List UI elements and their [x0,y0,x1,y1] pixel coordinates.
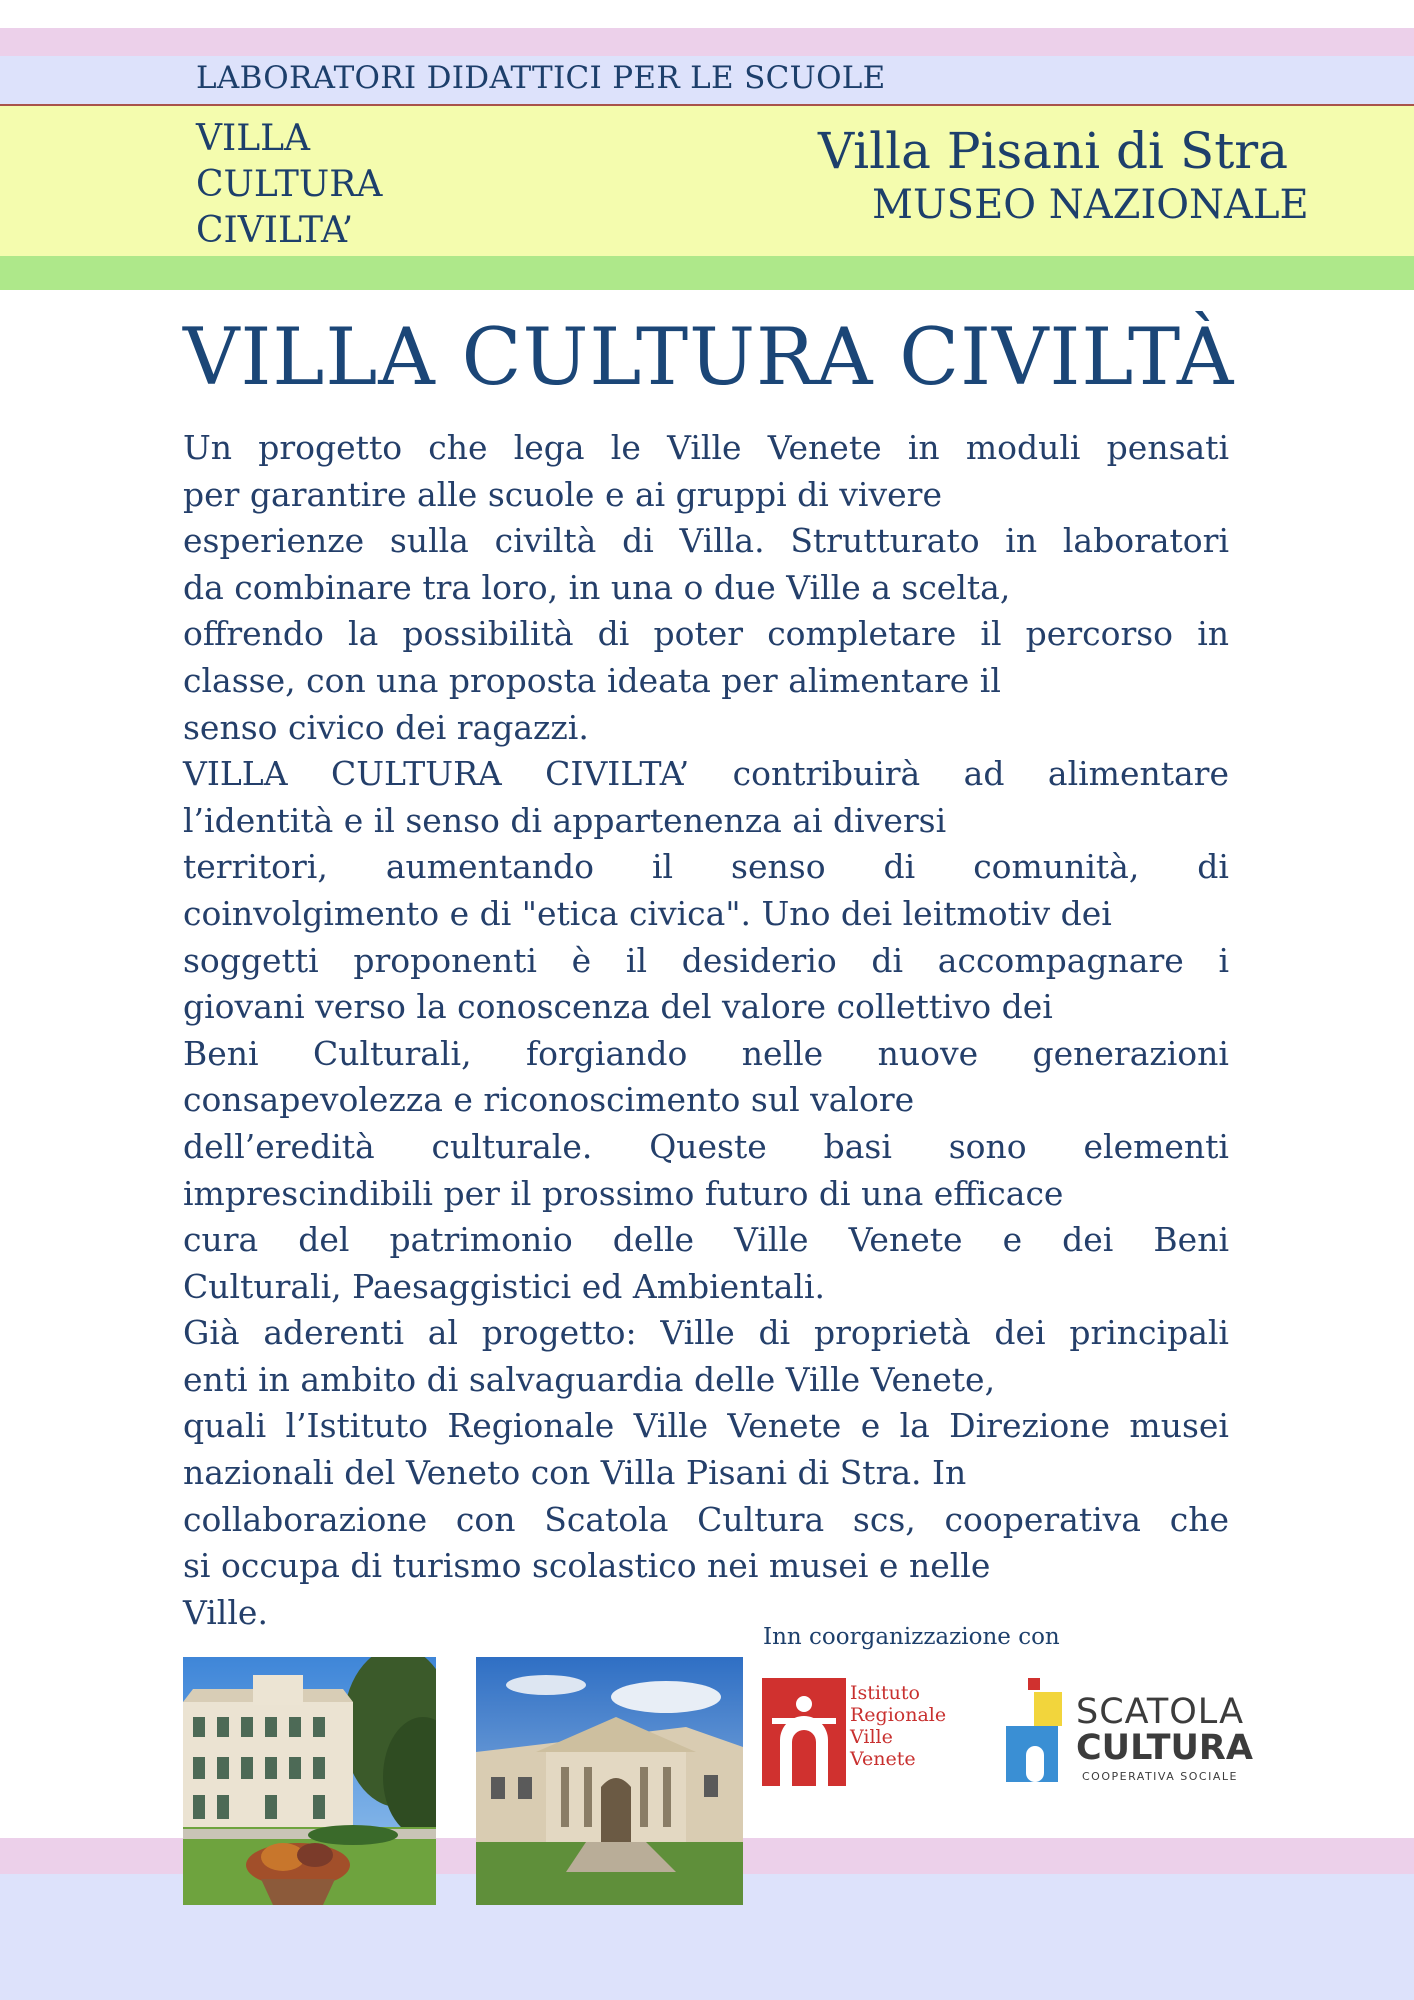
scatola-logo-mid: CULTURA [1076,1728,1253,1768]
body-line: l’identità e il senso di appartenenza ai diversi [183,800,947,840]
body-line: Beni Culturali, forgiando nelle nuove generazioni [183,1033,1229,1073]
header-tagline: LABORATORI DIDATTICI PER LE SCUOLE [196,60,886,96]
villa-photo-palladian [476,1657,743,1905]
body-line: coinvolgimento e di "etica civica". Uno dei leitmotiv dei [183,893,1112,933]
coorganization-label: Inn coorganizzazione con [763,1624,1060,1650]
body-line: Ville. [183,1592,268,1632]
irvv-logo-line: Venete [850,1748,916,1770]
body-line: territori, aumentando il senso di comunità, di [183,847,1229,887]
header-left-title [196,116,382,254]
body-line: dell’eredità culturale. Queste basi sono elementi [183,1126,1229,1166]
body-line: Un progetto che lega le Ville Venete in moduli pensati [183,428,1229,467]
body-line: esperienze sulla civiltà di Villa. Strutturato in laboratori [183,521,1229,561]
body-line: per garantire alle scuole e ai gruppi di vivere [183,474,942,514]
scatola-box-icon [1006,1678,1072,1786]
irvv-logo-line: Regionale [850,1704,947,1726]
irvv-logo-line: Istituto [850,1682,920,1704]
body-line: Culturali, Paesaggistici ed Ambientali. [183,1266,825,1306]
body-line: senso civico dei ragazzi. [183,707,589,747]
header-left-line: VILLA [196,118,311,159]
header-green-stripe [0,256,1414,290]
irvv-emblem-icon [762,1678,846,1786]
body-line: collaborazione con Scatola Cultura scs, cooperativa che [183,1499,1229,1539]
villa-photo-garden [183,1657,436,1905]
body-line: da combinare tra loro, in una o due Ville a scelta, [183,567,1011,607]
body-line: giovani verso la conoscenza del valore collettivo dei [183,987,1053,1027]
header-villa-name: Villa Pisani di Stra [817,122,1288,180]
irvv-logo-text [850,1682,946,1770]
page-title: VILLA CULTURA CIVILTÀ [183,312,1235,403]
body-line: imprescindibili per il prossimo futuro di una efficace [183,1173,1064,1213]
body-line: VILLA CULTURA CIVILTA’ contribuirà ad alimentare [183,754,1229,794]
body-line: soggetti proponenti è il desiderio di accompagnare i [183,940,1229,980]
irvv-logo-line: Ville [850,1726,893,1748]
body-line: offrendo la possibilità di poter completare il percorso in [183,614,1229,654]
istituto-regionale-ville-venete-logo [762,1678,952,1786]
body-line: consapevolezza e riconoscimento sul valore [183,1080,915,1120]
body-line: classe, con una proposta ideata per alimentare il [183,660,1001,700]
body-line: si occupa di turismo scolastico nei musei e nelle [183,1546,991,1586]
header-left-line: CIVILTA’ [196,210,354,251]
body-line: nazionali del Veneto con Villa Pisani di Stra. In [183,1453,967,1493]
body-line: Già aderenti al progetto: Ville di proprietà dei principali [183,1313,1229,1353]
body-line: cura del patrimonio delle Ville Venete e dei Beni [183,1220,1229,1260]
top-pink-stripe [0,28,1414,56]
scatola-logo-sub: COOPERATIVA SOCIALE [1082,1770,1238,1783]
scatola-logo-top: SCATOLA [1076,1692,1245,1732]
body-text [183,425,1229,1636]
header-left-line: CULTURA [196,164,383,205]
scatola-cultura-logo [1006,1678,1253,1786]
header-museum-label: MUSEO NAZIONALE [872,182,1309,228]
body-line: quali l’Istituto Regionale Ville Venete e la Direzione musei [183,1406,1229,1446]
body-line: enti in ambito di salvaguardia delle Ville Venete, [183,1359,996,1399]
